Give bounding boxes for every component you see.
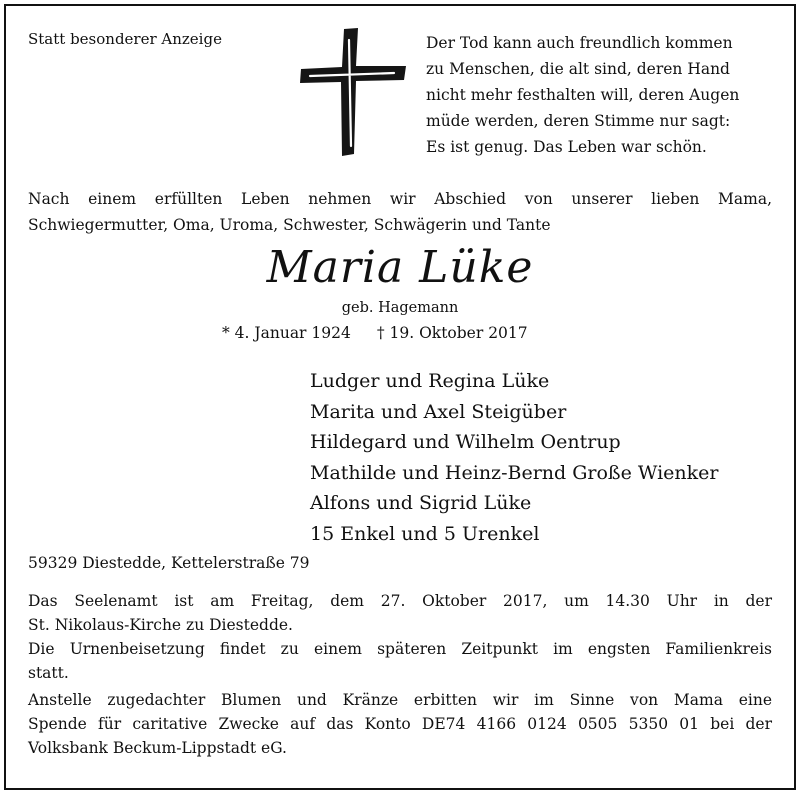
donation-line: Volksbank Beckum-Lippstadt eG. — [28, 739, 287, 757]
family-member: 15 Enkel und 5 Urenkel — [310, 522, 540, 545]
deceased-name: Maria Lüke — [266, 242, 534, 293]
life-dates — [222, 324, 528, 342]
requiem-paragraph — [28, 589, 772, 637]
intro-text — [28, 186, 772, 238]
poem-line: Der Tod kann auch freundlich kommen — [426, 34, 733, 52]
family-member: Hildegard und Wilhelm Oentrup — [310, 431, 621, 453]
family-member: Marita und Axel Steigüber — [310, 400, 567, 423]
address: 59329 Diestedde, Kettelerstraße 79 — [28, 554, 310, 572]
burial-paragraph — [28, 637, 772, 685]
poem-line: zu Menschen, die alt sind, deren Hand — [426, 60, 730, 78]
family-member: Alfons und Sigrid Lüke — [310, 492, 532, 514]
requiem-line: St. Nikolaus-Kirche zu Diestedde. — [28, 616, 293, 634]
poem — [426, 30, 772, 160]
notice-label: Statt besonderer Anzeige — [28, 30, 222, 48]
intro-line: Nach einem erfüllten Leben nehmen wir Abschied von unserer lieben Mama, — [28, 190, 772, 208]
maiden-name: geb. Hagemann — [341, 300, 459, 316]
birth-date: * 4. Januar 1924 — [222, 324, 351, 342]
family-member: Ludger und Regina Lüke — [310, 370, 550, 392]
donation-line: Spende für caritative Zwecke auf das Konto DE74 4166 0124 0505 5350 01 bei der — [28, 715, 772, 733]
donation-paragraph — [28, 688, 772, 760]
poem-line: müde werden, deren Stimme nur sagt: — [426, 112, 731, 130]
intro-line: Schwiegermutter, Oma, Uroma, Schwester, Schwägerin und Tante — [28, 216, 551, 234]
burial-line: statt. — [28, 664, 69, 682]
family-member: Mathilde und Heinz-Bernd Große Wienker — [310, 461, 719, 484]
cross-icon — [298, 26, 410, 158]
donation-line: Anstelle zugedachter Blumen und Kränze erbitten wir im Sinne von Mama eine — [28, 691, 772, 709]
death-date: † 19. Oktober 2017 — [376, 324, 528, 342]
family-list — [310, 366, 718, 549]
poem-line: nicht mehr festhalten will, deren Augen — [426, 86, 740, 104]
poem-line: Es ist genug. Das Leben war schön. — [426, 138, 707, 156]
requiem-line: Das Seelenamt ist am Freitag, dem 27. Oktober 2017, um 14.30 Uhr in der — [28, 592, 772, 610]
burial-line: Die Urnenbeisetzung findet zu einem späteren Zeitpunkt im engsten Familienkreis — [28, 640, 772, 658]
